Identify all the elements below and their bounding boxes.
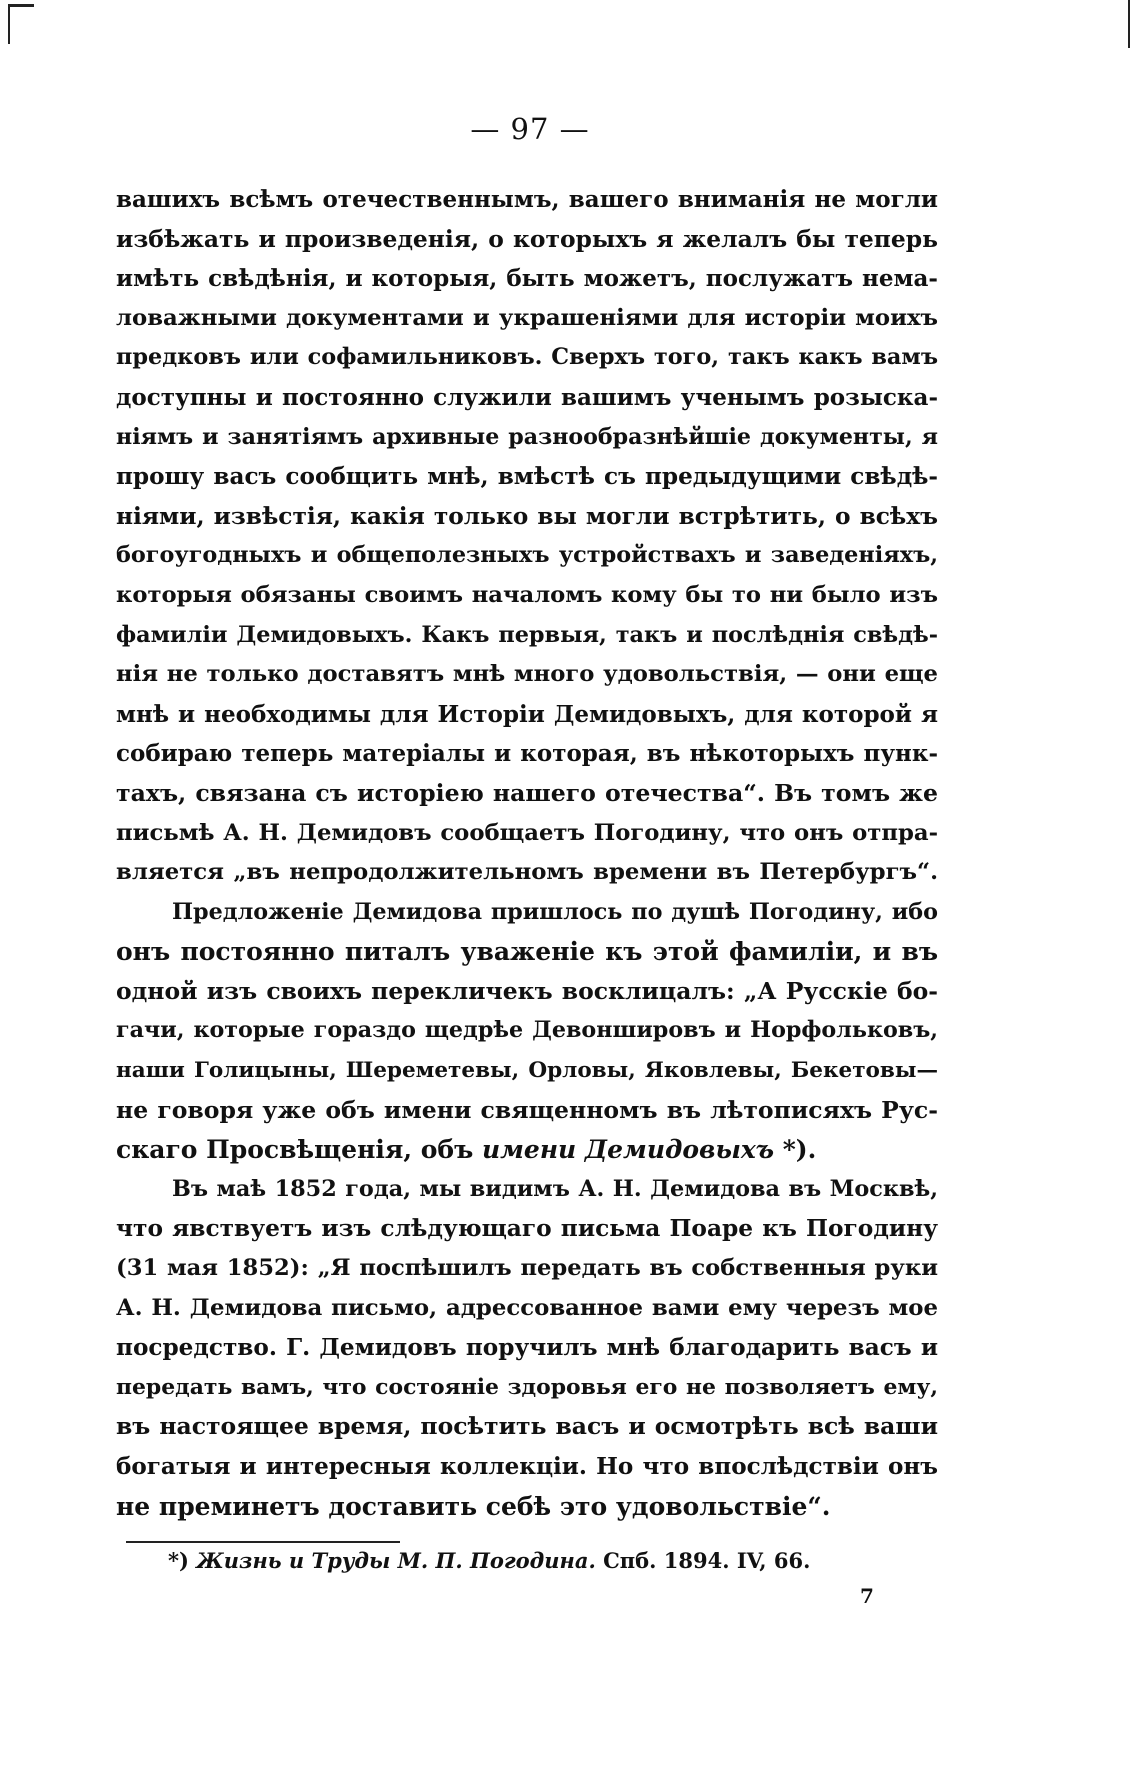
text-line: ніями, извѣстія, какія только вы могли встрѣтить, о всѣхъ	[116, 502, 938, 530]
body-text	[116, 180, 938, 1526]
page-number: — 97 —	[470, 112, 590, 146]
text-line: ловажными документами и украшеніями для исторіи моихъ	[116, 304, 938, 331]
footnote	[168, 1548, 810, 1573]
footnote-title: Жизнь и Труды М. П. Погодина.	[196, 1548, 596, 1573]
emphasized-text: имени Демидовыхъ	[481, 1135, 774, 1165]
footnote-marker: *)	[168, 1548, 189, 1573]
text-line: вашихъ всѣмъ отечественнымъ, вашего вниманія не могли	[116, 186, 938, 213]
text-line: фамиліи Демидовыхъ. Какъ первыя, такъ и послѣднія свѣдѣ-	[116, 621, 938, 648]
signature-mark: 7	[860, 1584, 874, 1608]
text-line: въ настоящее время, посѣтить васъ и осмотрѣть всѣ ваши	[116, 1412, 938, 1441]
scan-corner-mark	[8, 4, 34, 7]
text-line: не преминетъ доставить себѣ это удовольствіе“.	[116, 1491, 831, 1521]
text-line: вляется „въ непродолжительномъ времени въ Петербургъ“.	[116, 859, 938, 886]
text-line: посредство. Г. Демидовъ поручилъ мнѣ благодарить васъ и	[116, 1334, 938, 1362]
text-line: гачи, которые гораздо щедрѣе Девоншировъ и Норфольковъ,	[116, 1017, 938, 1044]
text-line: избѣжать и произведенія, о которыхъ я желалъ бы теперь	[116, 224, 938, 253]
text-line: (31 мая 1852): „Я поспѣшилъ передать въ собственныя руки	[116, 1255, 938, 1282]
text-line: скаго Просвѣщенія, объ имени Демидовыхъ *).	[116, 1135, 817, 1165]
text-line: Въ маѣ 1852 года, мы видимъ А. Н. Демидова въ Москвѣ,	[172, 1175, 938, 1202]
text-line: письмѣ А. Н. Демидовъ сообщаетъ Погодину, что онъ отпра-	[116, 819, 938, 846]
scan-right-edge	[1128, 0, 1130, 48]
text-line: имѣть свѣдѣнія, и которыя, быть можетъ, послужатъ нема-	[116, 265, 938, 293]
scan-left-edge	[8, 4, 10, 44]
footnote-reference: Спб. 1894. IV, 66.	[603, 1548, 811, 1573]
footnote-divider	[126, 1541, 400, 1543]
text-line: богоугодныхъ и общеполезныхъ устройствахъ и заведеніяхъ,	[116, 542, 938, 569]
text-line: что явствуетъ изъ слѣдующаго письма Поаре къ Погодину	[116, 1215, 938, 1243]
text-line: предковъ или софамильниковъ. Сверхъ того, такъ какъ вамъ	[116, 344, 938, 371]
text-line: онъ постоянно питалъ уваженіе къ этой фамиліи, и въ	[116, 937, 938, 967]
text-line: передать вамъ, что состояніе здоровья его не позволяетъ ему,	[116, 1373, 938, 1400]
text-line: не говоря уже объ имени священномъ въ лѣтописяхъ Рус-	[116, 1095, 938, 1124]
text-line: ніямъ и занятіямъ архивные разнообразнѣйшіе документы, я	[116, 423, 938, 450]
text-line: А. Н. Демидова письмо, адрессованное вами ему черезъ мое	[116, 1294, 938, 1321]
text-line: одной изъ своихъ перекличекъ восклицалъ: „А Русскіе бо-	[116, 976, 938, 1005]
text-line: наши Голицыны, Шереметевы, Орловы, Яковлевы, Бекетовы—	[116, 1058, 938, 1084]
text-line: которыя обязаны своимъ началомъ кому бы то ни было изъ	[116, 581, 938, 608]
text-line: мнѣ и необходимы для Исторіи Демидовыхъ, для которой я	[116, 700, 938, 728]
text-line: нія не только доставятъ мнѣ много удовольствія, — они еще	[116, 661, 938, 688]
text-line: прошу васъ сообщить мнѣ, вмѣстѣ съ предыдущими свѣдѣ-	[116, 463, 938, 491]
text-line: богатыя и интересныя коллекціи. Но что впослѣдствіи онъ	[116, 1453, 938, 1480]
text-line: собираю теперь матеріалы и которая, въ нѣкоторыхъ пунк-	[116, 740, 938, 768]
text-line: Предложеніе Демидова пришлось по душѣ Погодину, ибо	[172, 898, 938, 925]
text-line: доступны и постоянно служили вашимъ ученымъ розыска-	[116, 383, 938, 411]
text-line: тахъ, связана съ исторіею нашего отечества“. Въ томъ же	[116, 778, 938, 807]
